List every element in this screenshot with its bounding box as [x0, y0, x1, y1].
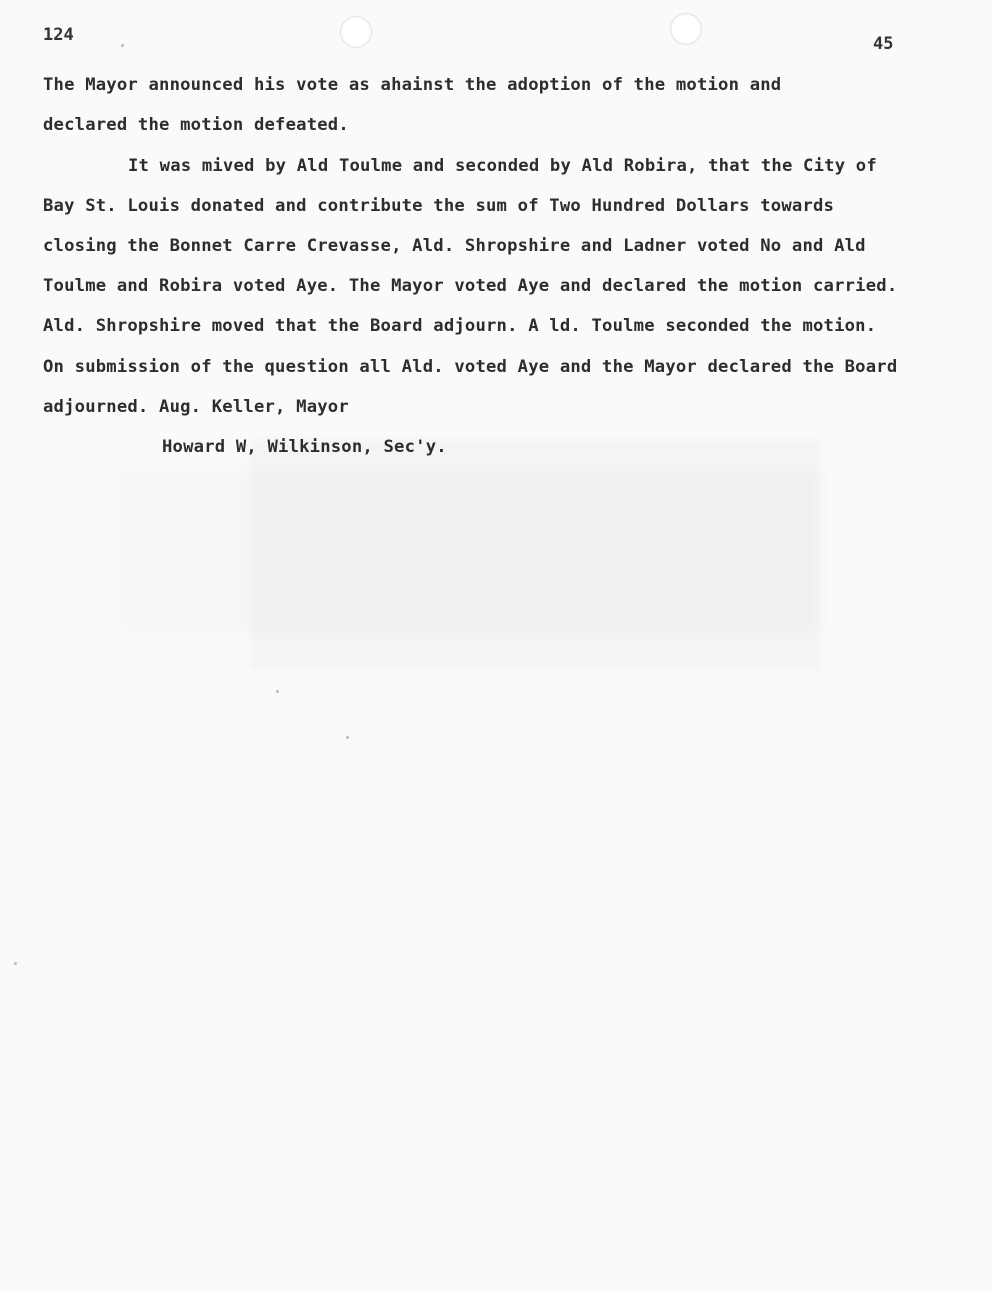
text-line: declared the motion defeated.: [43, 115, 349, 135]
page-number-left: 124: [43, 25, 74, 45]
paper-speck: [346, 736, 349, 739]
text-line: The Mayor announced his vote as ahainst the adoption of the motion and: [43, 75, 782, 95]
paper-speck: [276, 690, 279, 693]
signature-line: Howard W, Wilkinson, Sec'y.: [162, 437, 447, 457]
text-line: On submission of the question all Ald. voted Aye and the Mayor declared the Board: [43, 357, 898, 377]
text-line: Ald. Shropshire moved that the Board adjourn. A ld. Toulme seconded the motion.: [43, 316, 877, 336]
text-line: It was mived by Ald Toulme and seconded by Ald Robira, that the City of: [128, 156, 877, 176]
paper-speck: [121, 44, 124, 47]
reverse-side-bleed-box: [250, 440, 820, 670]
punch-hole: [670, 13, 702, 45]
text-line: Toulme and Robira voted Aye. The Mayor voted Aye and declared the motion carried.: [43, 276, 898, 296]
text-line: Bay St. Louis donated and contribute the sum of Two Hundred Dollars towards: [43, 196, 835, 216]
page-number-right: 45: [873, 34, 894, 54]
text-line: adjourned. Aug. Keller, Mayor: [43, 397, 349, 417]
text-line: closing the Bonnet Carre Crevasse, Ald. Shropshire and Ladner voted No and Ald: [43, 236, 866, 256]
paper-speck: [14, 962, 17, 965]
punch-hole: [340, 16, 372, 48]
